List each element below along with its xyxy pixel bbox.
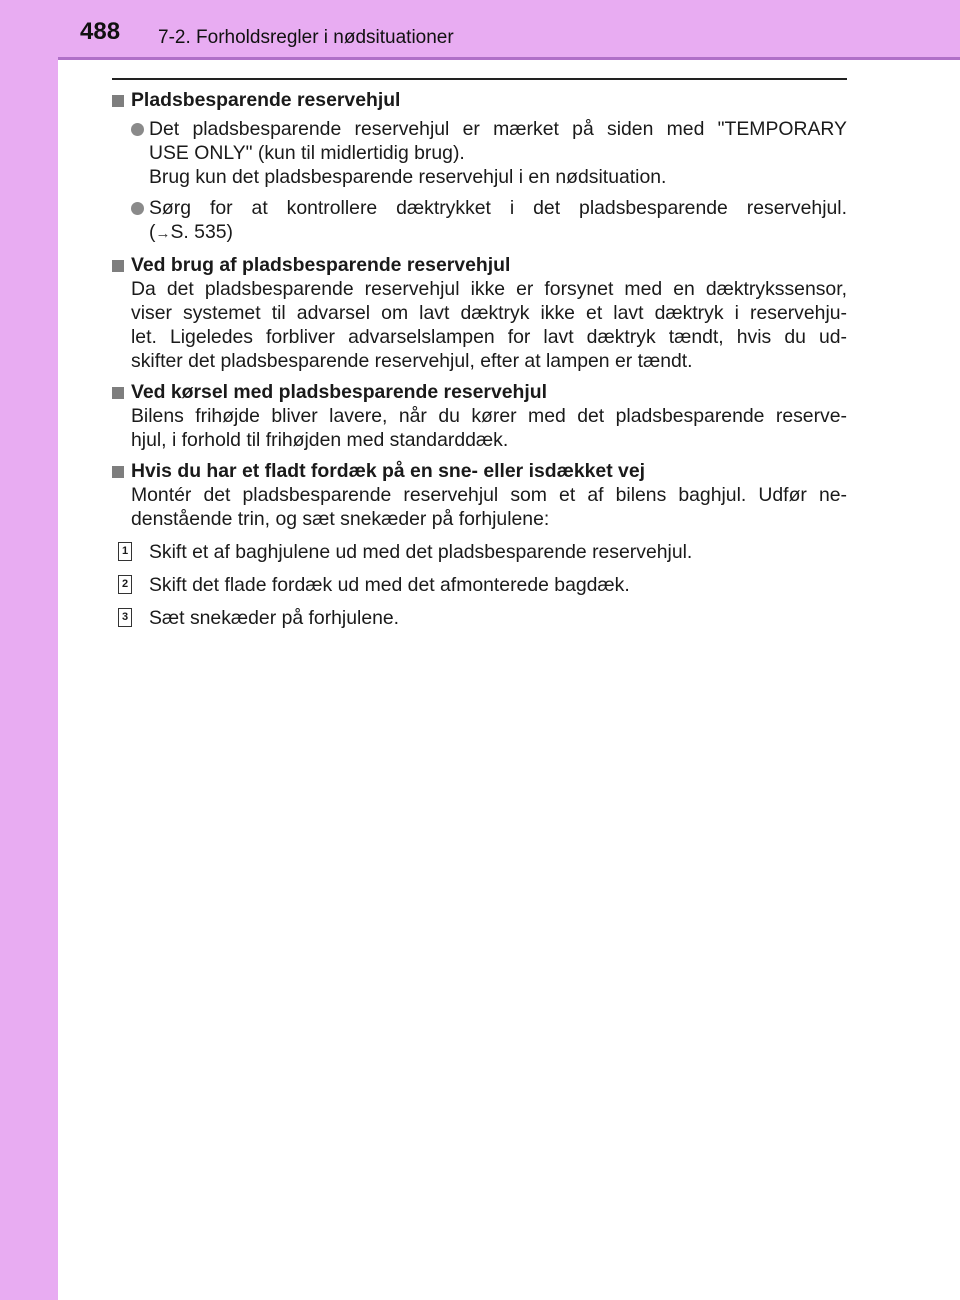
bullet-item [112,196,847,246]
header-rule [58,57,960,60]
text-line: denstående trin, og sæt snekæder på forhjulene: [131,508,550,530]
page-number: 488 [80,18,121,45]
round-bullet-icon [131,123,144,136]
text-line: hjul, i forhold til frihøjden med standarddæk. [131,429,509,451]
square-bullet-icon [112,95,124,107]
step-number-badge: 2 [118,575,132,594]
step-text: Sæt snekæder på forhjulene. [149,607,400,629]
section-heading: Ved kørsel med pladsbesparende reservehjul [112,380,847,404]
section-heading: Hvis du har et fladt fordæk på en sne- eller isdækket vej [112,459,847,483]
text-line: Da det pladsbesparende reservehjul ikke er forsynet med en dæktrykssensor, [131,278,847,300]
content-divider [112,78,847,80]
text-line: skifter det pladsbesparende reservehjul, efter at lampen er tændt. [131,350,693,372]
text-line: Sørg for at kontrollere dæktrykket i det pladsbesparende reservehjul. [149,197,847,219]
side-tab-strip [0,0,58,1300]
step-item [112,540,847,564]
step-number-badge: 3 [118,608,132,627]
step-text: Skift et af baghjulene ud med det pladsbesparende reservehjul. [149,541,693,563]
arrow-right-icon: → [155,225,171,242]
square-bullet-icon [112,466,124,478]
section-heading: Ved brug af pladsbesparende reservehjul [112,253,847,277]
text-line: Det pladsbesparende reservehjul er mærket på siden med "TEMPORARY [149,118,847,140]
step-item [112,606,847,630]
step-item [112,573,847,597]
text-line: USE ONLY" (kun til midlertidig brug). [149,142,465,164]
round-bullet-icon [131,202,144,215]
page-reference[interactable]: (→S. 535) [149,221,233,243]
section-title: 7-2. Forholdsregler i nødsituationer [158,27,454,48]
text-line: Bilens frihøjde bliver lavere, når du kører med det pladsbesparende reserve- [131,405,847,427]
bullet-item [112,117,847,189]
step-text: Skift det flade fordæk ud med det afmonterede bagdæk. [149,574,630,596]
header-band [0,0,960,58]
text-line: viser systemet til advarsel om lavt dæktryk ikke et lavt dæktryk i reservehju- [131,302,847,324]
step-number-badge: 1 [118,542,132,561]
text-line: Montér det pladsbesparende reservehjul som et af bilens baghjul. Udfør ne- [131,484,847,506]
section-heading: Pladsbesparende reservehjul [112,88,847,112]
square-bullet-icon [112,387,124,399]
text-line: let. Ligeledes forbliver advarselslampen for lavt dæktryk tændt, hvis du ud- [131,326,847,348]
body-paragraph [131,483,847,531]
page-content [112,88,847,630]
body-paragraph [131,277,847,373]
text-line: Brug kun det pladsbesparende reservehjul i en nødsituation. [149,166,667,188]
square-bullet-icon [112,260,124,272]
body-paragraph [131,404,847,452]
